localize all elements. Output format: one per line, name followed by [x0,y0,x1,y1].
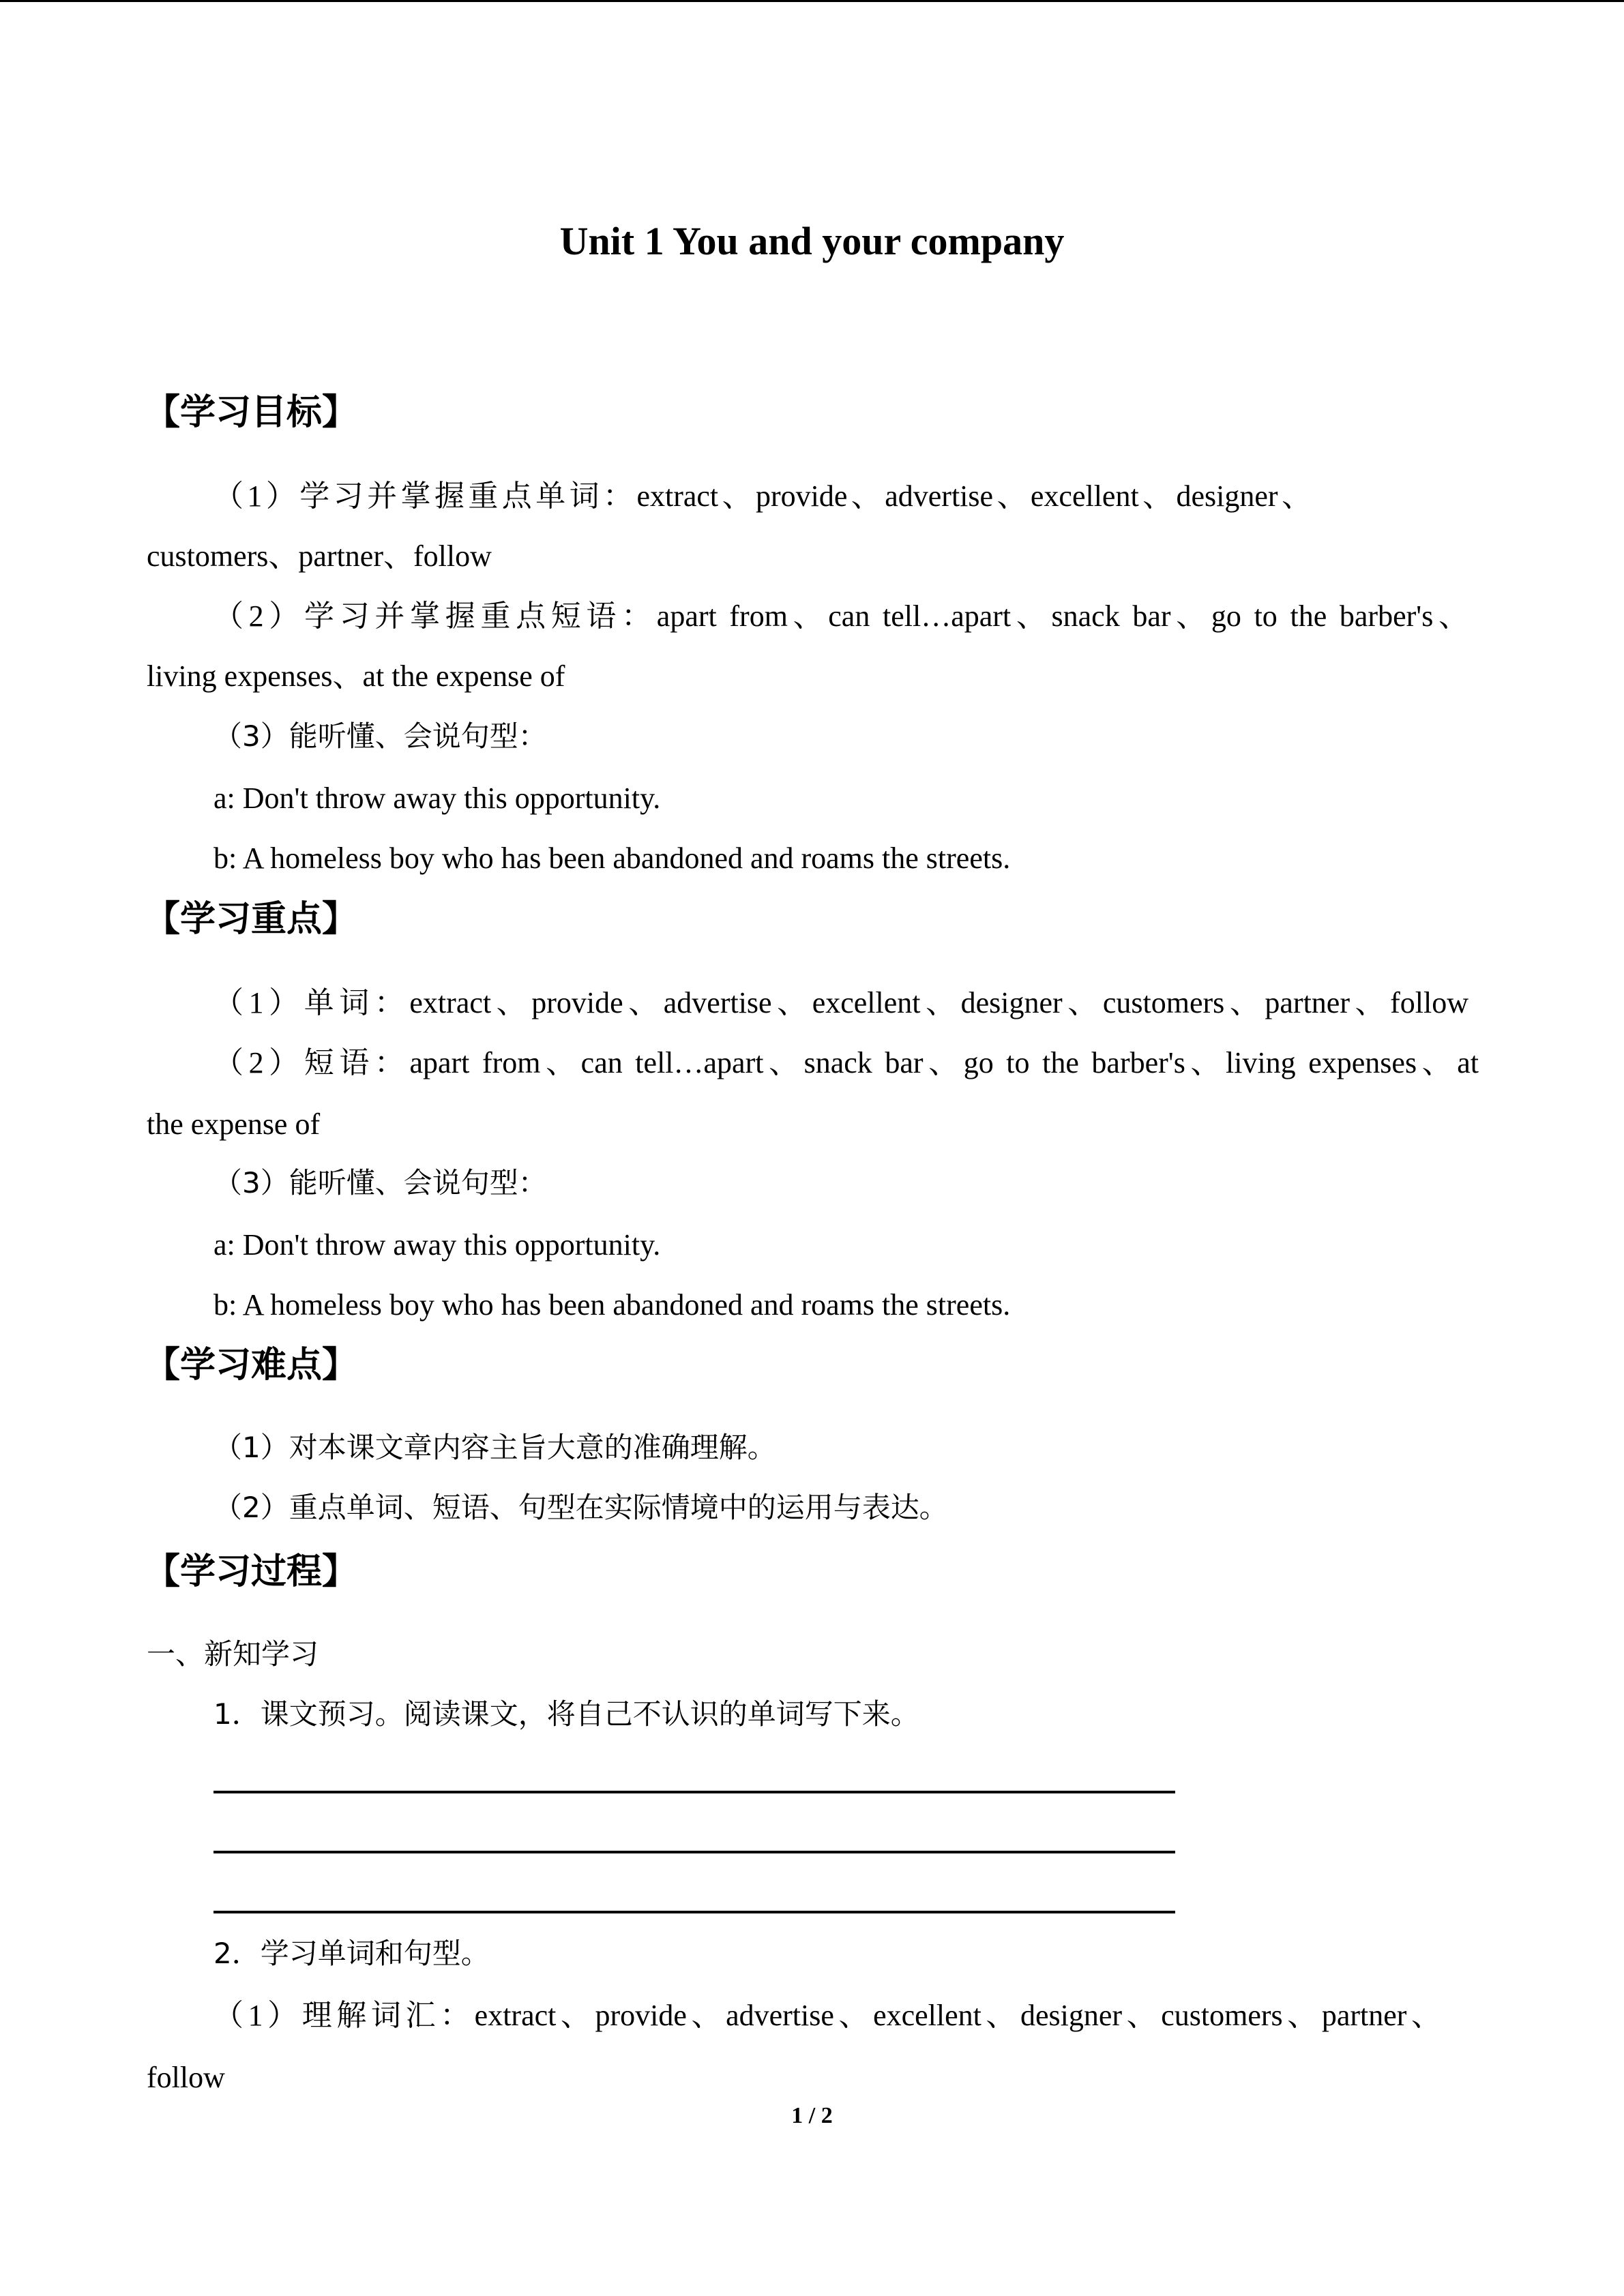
page-title: Unit 1 You and your company [559,219,1065,263]
key-points-sentence-a: a: Don't throw away this opportunity. [213,1228,661,1262]
page-number: 1 / 2 [791,2103,833,2128]
objectives-item-3: （3）能听懂、会说句型： [213,719,547,753]
objectives-heading: 【学习目标】 [145,392,358,433]
objectives-item-1-line-2: customers、partner、follow [147,539,492,573]
top-border-line [0,0,1624,2]
objectives-sentence-b: b: A homeless boy who has been abandoned and roams the streets. [213,841,1011,875]
answer-blank-line-1[interactable] [213,1791,1175,1793]
difficulties-heading: 【学习难点】 [145,1345,358,1386]
process-heading: 【学习过程】 [145,1551,358,1592]
objectives-sentence-a: a: Don't throw away this opportunity. [213,781,661,815]
key-points-sentence-b: b: A homeless boy who has been abandoned and roams the streets. [213,1288,1011,1322]
key-points-item-3: （3）能听懂、会说句型： [213,1166,547,1199]
process-section-1: 一、新知学习 [147,1637,319,1671]
key-points-item-2-line-1: （2）短语：apart from、can tell…apart、snack bar、go to the barber's、living expenses、at [213,1046,1479,1079]
difficulties-item-1: （1）对本课文章内容主旨大意的准确理解。 [213,1431,776,1464]
key-points-item-2-line-2: the expense of [147,1107,321,1141]
process-step-2-item-1-line-1: （1）理解词汇：extract、provide、advertise、excellent、designer、customers、partner、 [213,1999,1441,2032]
difficulties-item-2: （2）重点单词、短语、句型在实际情境中的运用与表达。 [213,1491,948,1524]
answer-blank-line-3[interactable] [213,1911,1175,1913]
key-points-heading: 【学习重点】 [145,899,358,940]
objectives-item-2-line-2: living expenses、at the expense of [147,659,565,693]
process-step-1: 1．课文预习。阅读课文，将自己不认识的单词写下来。 [213,1697,919,1731]
answer-blank-line-2[interactable] [213,1851,1175,1853]
key-points-item-1: （1）单词：extract、provide、advertise、excellent、designer、customers、partner、follow [213,986,1468,1019]
objectives-item-1-line-1: （1）学习并掌握重点单词：extract、provide、advertise、excellent、designer、 [213,479,1312,513]
objectives-item-2-line-1: （2）学习并掌握重点短语：apart from、can tell…apart、snack bar、go to the barber's、 [213,599,1468,633]
process-step-2: 2．学习单词和句型。 [213,1937,490,1970]
process-step-2-item-1-line-2: follow [147,2061,225,2094]
